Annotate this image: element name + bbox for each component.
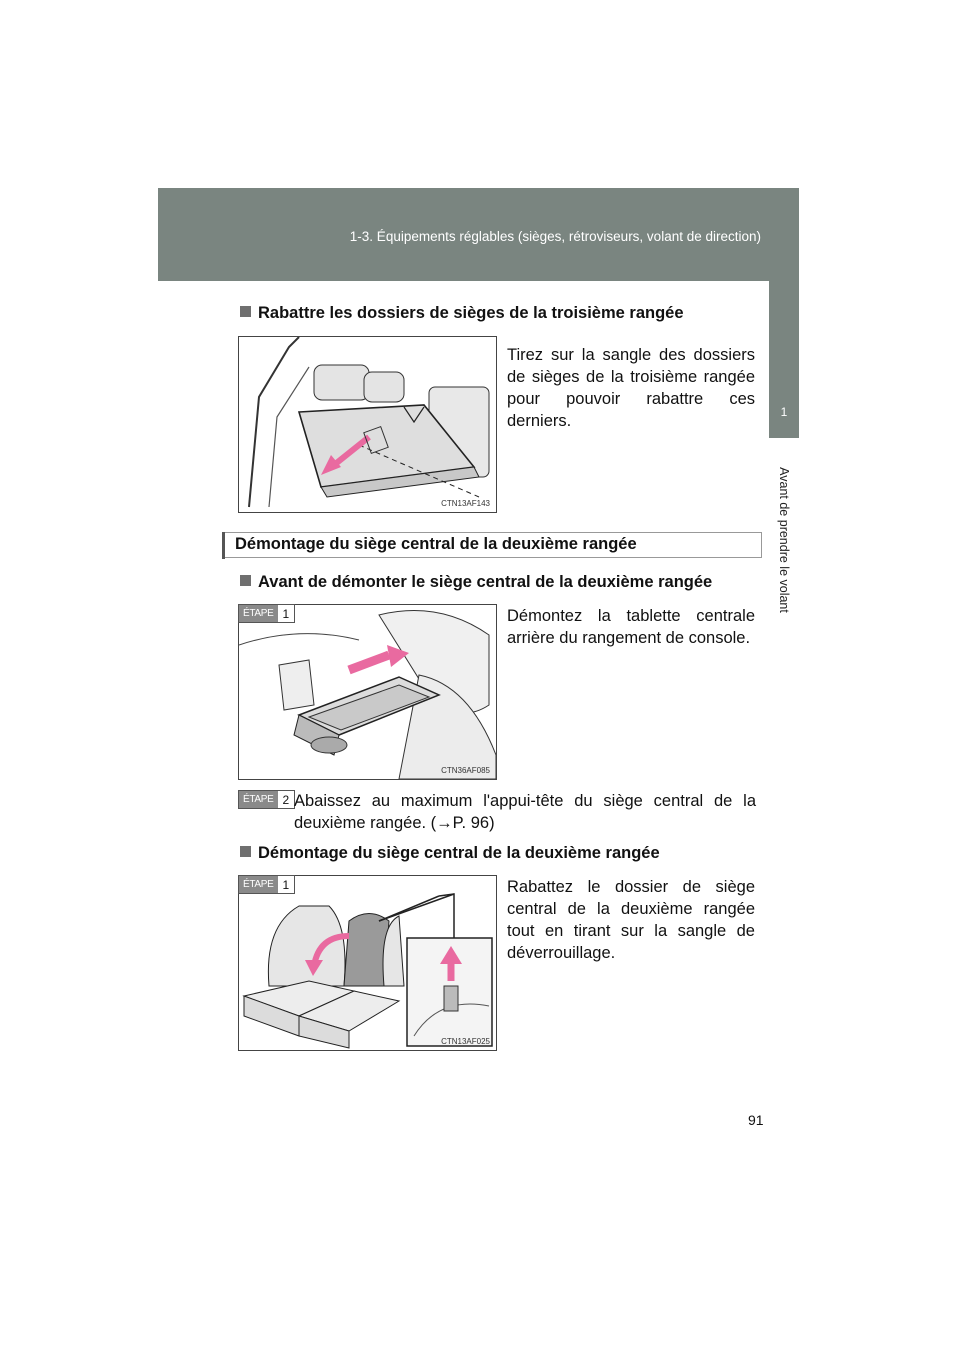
chapter-side-label: Avant de prendre le volant (777, 467, 791, 613)
figure-code: CTN13AF143 (441, 499, 490, 508)
section-accent (222, 532, 225, 559)
step-number: 2 (282, 792, 290, 807)
heading-text: Démontage du siège central de la deuxième rangée (258, 844, 660, 862)
step-number: 1 (282, 606, 290, 621)
paragraph-fold-third-row: Tirez sur la sangle des dossiers de sièges de la troisième rangée pour pouvoir rabattre ces derniers. (507, 346, 755, 430)
step-2-badge (238, 790, 295, 809)
figure-code: CTN36AF085 (441, 766, 490, 775)
chapter-side-tab (769, 281, 799, 438)
heading-before-removal (240, 573, 712, 592)
paragraph-step1-console: Démontez la tablette centrale arrière du rangement de console. (507, 607, 755, 647)
figure-third-row-fold (238, 336, 497, 513)
square-bullet-icon (240, 575, 251, 586)
step-number: 1 (282, 877, 290, 892)
step-label: ÉTAPE (239, 605, 278, 622)
paragraph-step2-headrest: Abaissez au maximum l'appui-tête du siège central de la deuxième rangée. (→P. 96) (294, 792, 756, 832)
section-title-bar (222, 532, 762, 558)
section-title: Démontage du siège central de la deuxième rangée (235, 535, 637, 553)
step-1-badge (238, 604, 295, 623)
heading-text: Rabattre les dossiers de sièges de la troisième rangée (258, 304, 684, 322)
square-bullet-icon (240, 306, 251, 317)
heading-removal (240, 844, 660, 863)
console-tray-illustration (239, 605, 496, 779)
chapter-number: 1 (780, 405, 788, 419)
figure-code: CTN13AF025 (441, 1037, 490, 1046)
page-number: 91 (748, 1112, 764, 1128)
third-row-seat-illustration (239, 337, 496, 512)
heading-fold-third-row (240, 304, 684, 323)
step-1-badge (238, 875, 295, 894)
heading-text: Avant de démonter le siège central de la deuxième rangée (258, 573, 713, 591)
second-row-seat-illustration (239, 876, 496, 1050)
step-label: ÉTAPE (239, 876, 278, 893)
figure-console-tray (238, 604, 497, 780)
figure-second-row-seat (238, 875, 497, 1051)
chapter-header-bar (158, 188, 799, 281)
square-bullet-icon (240, 846, 251, 857)
step-label: ÉTAPE (239, 791, 278, 808)
paragraph-step1-fold-seat: Rabattez le dossier de siège central de la deuxième rangée tout en tirant sur la sangle de déverrouillage. (507, 878, 755, 962)
chapter-title: 1-3. Équipements réglables (sièges, rétroviseurs, volant de direction) (349, 229, 761, 244)
